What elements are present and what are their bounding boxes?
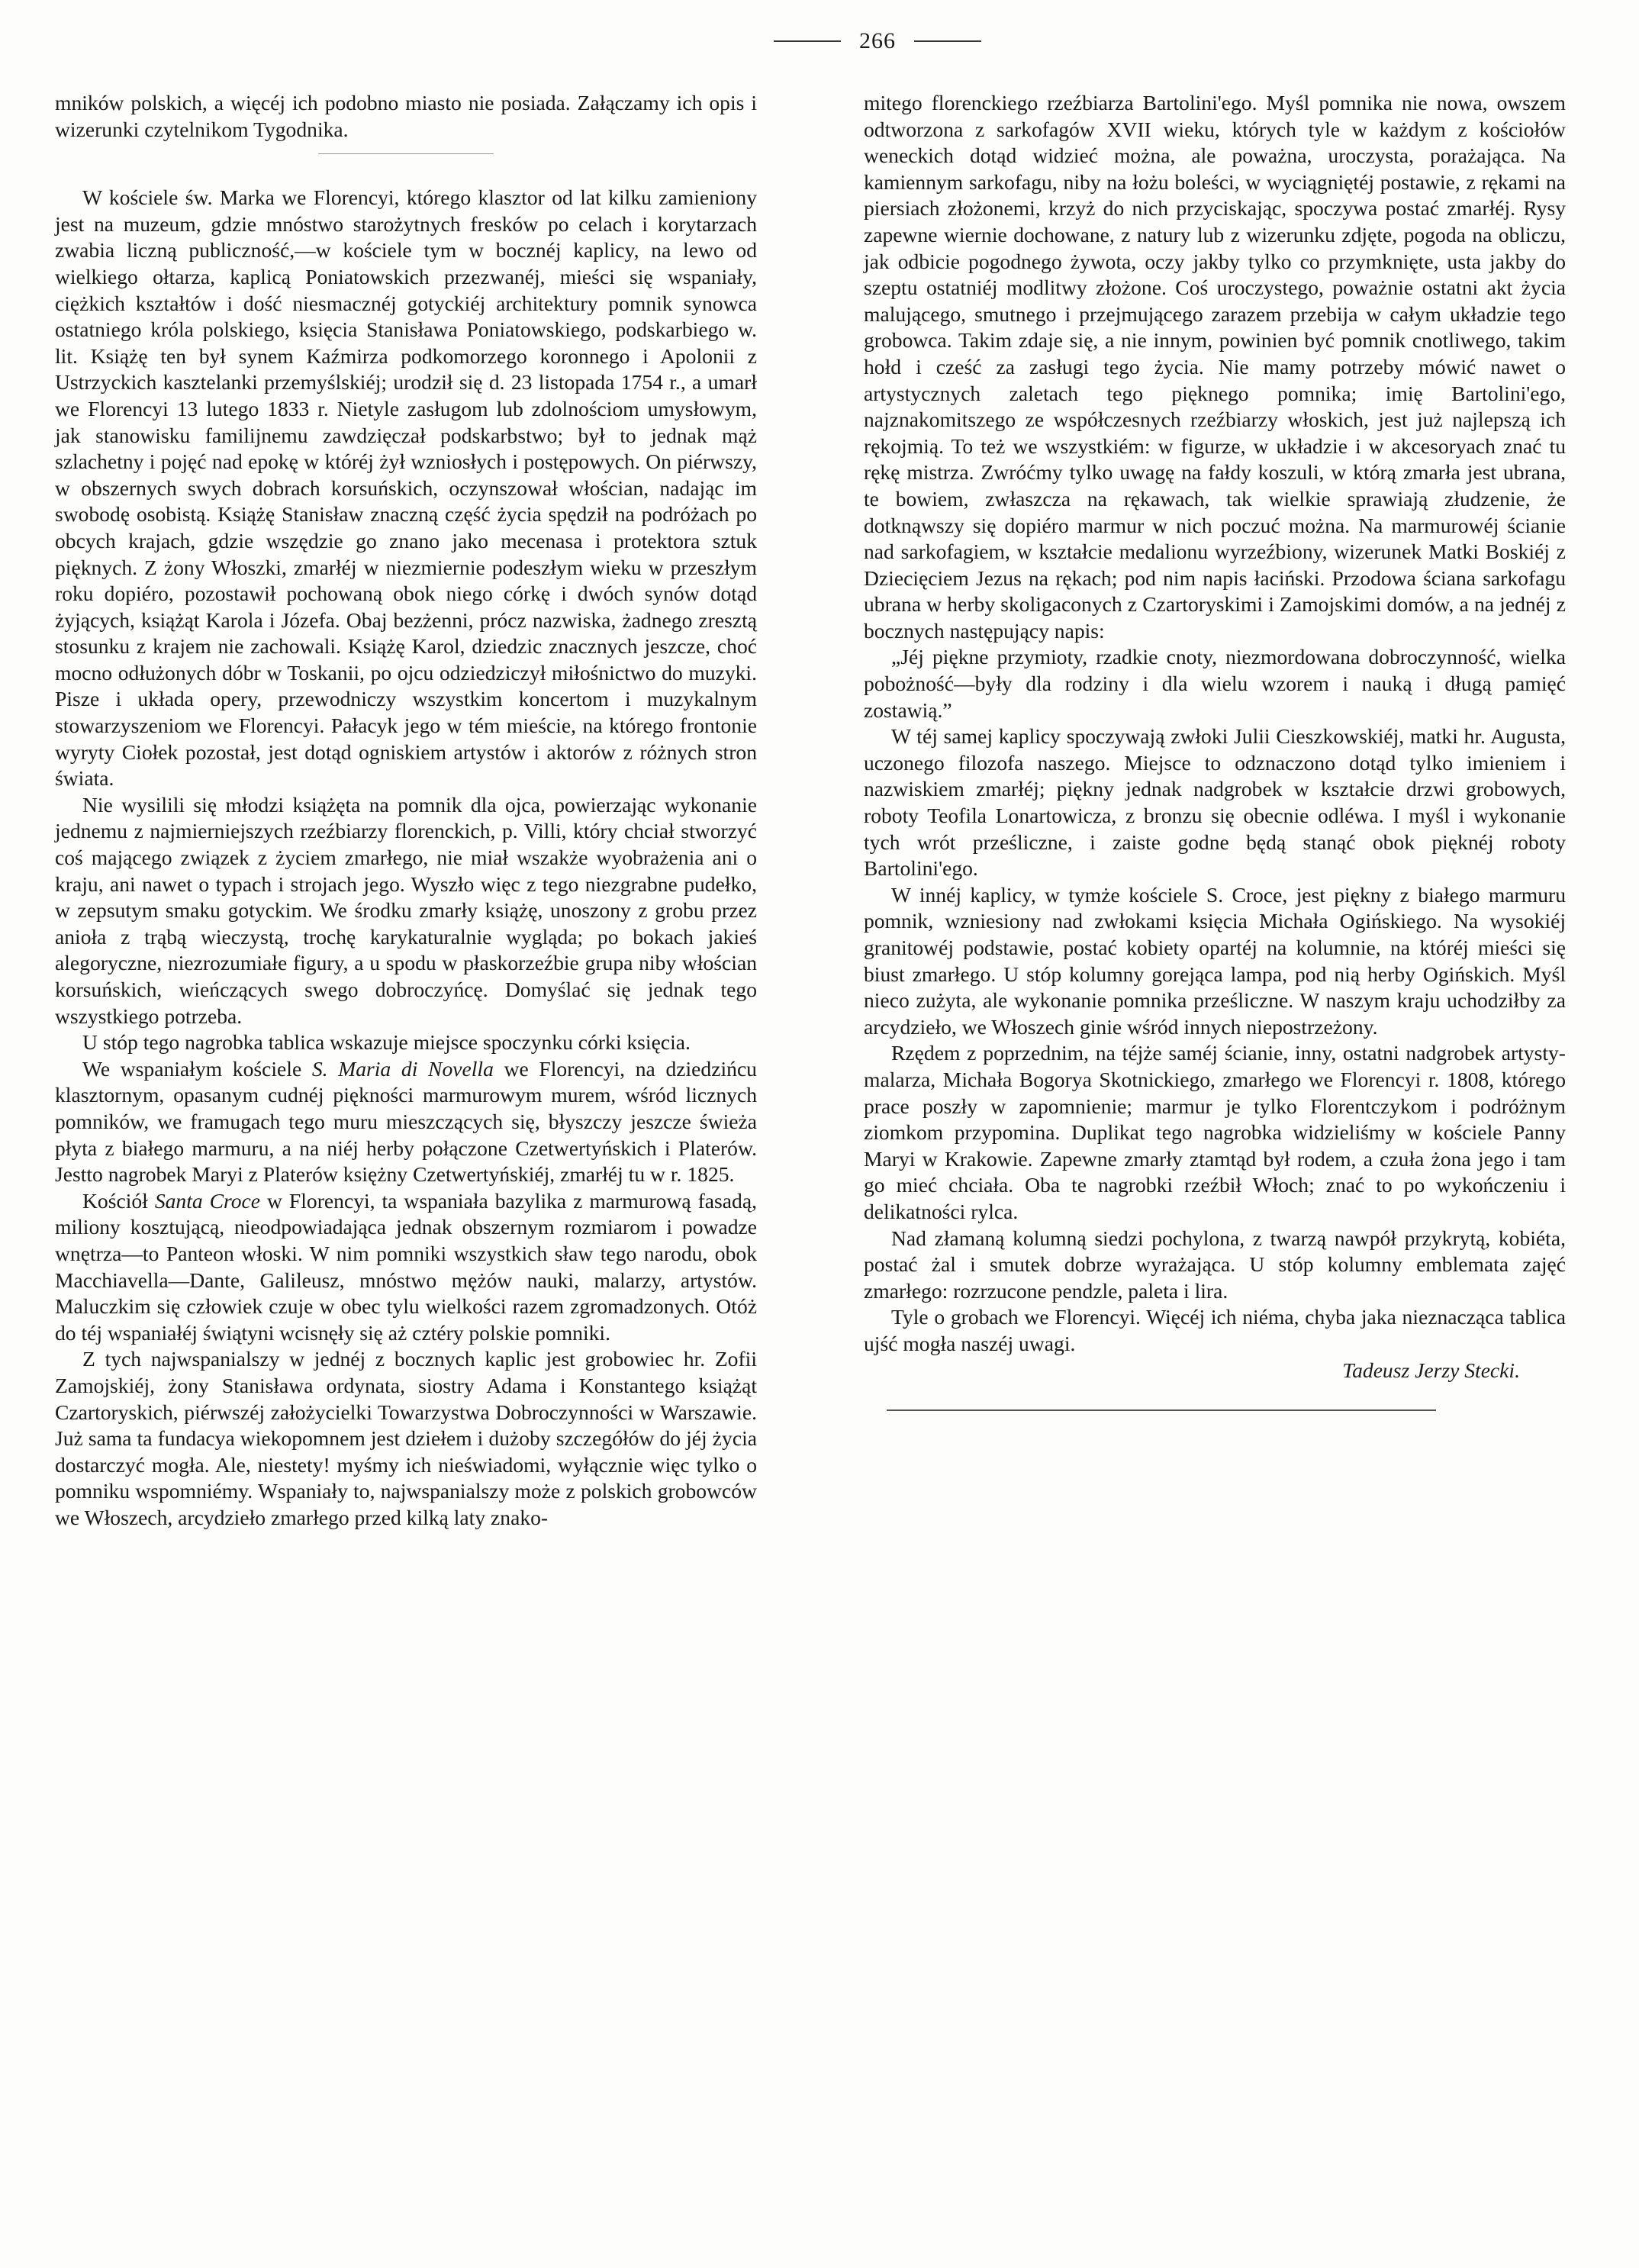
santa-croce-text-after: w Florencyi, ta wspaniała bazylika z marmurową fasadą, miliony kosztującą, nieodpowiadająca jednak obszernym rozmiarom i powadze wnętrza—to Panteon włoski. W nim pomniki wszystkich sław tego narodu, obok Macchiavella—Dante, Galileusz, mnóstwo mężów nauki, malarzy, artystów. Maluczkim się człowiek czuje w obec tylu wielkości razem zgromadzonych. Otóż do téj wspaniałéj świątyni wcisnęły się aż cztéry polskie pomniki. bbox=[55, 1188, 757, 1345]
right-paragraph-1: mitego florenckiego rzeźbiarza Bartolini'ego. Myśl pomnika nie nowa, owszem odtworzona z sarkofagów XVII wieku, których tyle w każdym z kościołów weneckich dotąd widzieć można, ale poważna, uroczysta, porażająca. Na kamiennym sarkofagu, niby na łożu boleści, w wyciągniętéj postawie, z rękami na piersiach złożonemi, krzyż do nich przyciskając, spoczywa postać zmarłéj. Rysy zapewne wiernie dochowane, z natury lub z wizerunku zdjęte, pogoda na obliczu, jak odbicie pogodnego żywota, oczy jakby tylko co przymknięte, usta jakby do szeptu ostatniéj modlitwy złożone. Coś uroczystego, poważnie ostatni akt życia malującego, smutnego i przejmującego zarazem przebija w całym układzie tego grobowca. Takim zdaje się, a nie innym, powinien być pomnik cnotliwego, takim hołd i cześć za zasługi tego życia. Nie mamy potrzeby mówić nawet o artystycznych zaletach tego pięknego pomnika; imię Bartolini'ego, najznakomitszego ze współczesnych rzeźbiarzy włoskich, jest już najlepszą ich rękojmią. To też we wszystkiém: w figurze, w układzie i w akcesoryach znać tu rękę mistrza. Zwróćmy tylko uwagę na fałdy koszuli, w którą zmarła jest ubrana, te bowiem, zwłaszcza na rękawach, tak wielkie sprawiają złudzenie, że dotknąwszy się dopiéro marmur w nich poczuć można. Na marmurowéj ścianie nad sarkofagiem, w kształcie medalionu wyrzeźbiony, wizerunek Matki Boskiéj z Dziecięciem Jezus na rękach; pod nim napis łaciński. Przodowa ściana sarkofagu ubrana w herby skoligaconych z Czartoryskimi i Zamojskimi domów, a na jednéj z bocznych następujący napis: bbox=[864, 91, 1566, 643]
right-paragraph-5: Rzędem z poprzednim, na téjże saméj ścianie, inny, ostatni nadgrobek artysty-malarza, Michała Bogorya Skotnickiego, zmarłego we Florencyi r. 1808, którego prace poszły w zapomnienie; marmur je tylko Florentczykom i podróżnym ziomkom przypomina. Duplikat tego nagrobka widzieliśmy w kościele Panny Maryi w Krakowie. Zapewne zmarły ztamtąd był rodem, a czuła żona jego i tam go mieć chciała. Oba te nagrobki rzeźbił Włoch; znać to po wykończeniu i delikatności rylca. bbox=[864, 1041, 1566, 1223]
santa-croce-name: Santa Croce bbox=[154, 1188, 261, 1213]
santa-maria-text-after: we Florencyi, na dziedzińcu klasztornym, opasanym cudnéj piękności marmurowym murem, wśród licznych pomników, we framugach tego muru mieszczących się, błyszczy jeszcze świeża płyta z białego marmuru, a na niéj herby połączone Czetwertyńskich i Platerów. Jestto nagrobek Maryi z Platerów księżny Czetwertyńskiéj, zmarłéj tu w r. 1825. bbox=[55, 1056, 757, 1187]
santa-maria-text-before: We wspaniałym kościele bbox=[82, 1056, 312, 1081]
header-rule-left bbox=[774, 40, 841, 42]
right-paragraph-6: Nad złamaną kolumną siedzi pochylona, z twarzą nawpół przykrytą, kobiéta, postać żal i smutek dobrze wyrażająca. U stóp kolumny emblemata zajęć zmarłego: rozrzucone pendzle, paleta i lira. bbox=[864, 1226, 1566, 1303]
section-divider bbox=[318, 153, 494, 154]
left-paragraph-2: Nie wysilili się młodzi książęta na pomnik dla ojca, powierzając wykonanie jednemu z najmierniejszych rzeźbiarzy florenckich, p. Villi, który chciał stworzyć coś mającego związek z życiem zmarłego, nie miał wszakże wyobrażenia ani o kraju, ani nawet o typach i strojach jego. Wyszło więc z tego niezgrabne pudełko, w zepsutym smaku gotyckim. We środku zmarły książę, unoszony z grobu przez anioła z trąbą wieczystą, trochę karykaturalnie wygląda; po bokach jakieś alegoryczne, niezrozumiałe figury, a u spodu w płaskorzeźbie grupa niby włościan korsuńskich, wieńczących swego dobroczyńcę. Domyślać się jednak tego wszystkiego potrzeba. bbox=[55, 792, 757, 1028]
author-signature: Tadeusz Jerzy Stecki. bbox=[1342, 1358, 1520, 1382]
right-column bbox=[864, 90, 1566, 1411]
left-paragraph-santa-croce bbox=[55, 1188, 757, 1347]
right-paragraph-7: Tyle o grobach we Florencyi. Więcéj ich niéma, chyba jaka nieznacząca tablica ujść mogła naszéj uwagi. bbox=[864, 1305, 1566, 1355]
right-paragraph-3: W téj samej kaplicy spoczywają zwłoki Julii Cieszkowskiéj, matki hr. Augusta, uczonego filozofa naszego. Miejsce to odznaczono dotąd tylko imieniem i nazwiskiem zmarłéj; piękny jednak nadgrobek w kształcie drzwi grobowych, roboty Teofila Lonartowicza, z bronzu się obecnie odléwa. I myśl i wykonanie tych wrót prześliczne, i zaiste godne będą stanąć obok pięknéj roboty Bartolini'ego. bbox=[864, 724, 1566, 881]
header-rule-right bbox=[914, 40, 981, 42]
left-column bbox=[55, 90, 757, 1531]
page-number: 266 bbox=[859, 28, 896, 53]
santa-croce-text-before: Kościół bbox=[82, 1188, 155, 1213]
left-paragraph-last: Z tych najwspanialszy w jednéj z bocznych kaplic jest grobowiec hr. Zofii Zamojskiéj, żony Stanisława ordynata, siostry Adama i Konstantego książąt Czartoryskich, piérwszéj założycielki Towarzystwa Dobroczynności w Warszawie. Już sama ta fundacya wiekopomnem jest dziełem i dużoby szczegółów do jéj życia dostarczyć mogła. Ale, niestety! myśmy ich nieświadomi, wyłącznie więc tylko o pomniku wspomniémy. Wspaniały to, najwspanialszy może z polskich grobowców we Włoszech, arcydzieło zmarłego przed kilką laty znako- bbox=[55, 1347, 757, 1529]
left-intro: mników polskich, a więcéj ich podobno miasto nie posiada. Załączamy ich opis i wizerunki czytelnikom Tygodnika. bbox=[55, 91, 757, 141]
right-inscription-quote: „Jéj piękne przymioty, rzadkie cnoty, niezmordowana dobroczynność, wielka pobożność—były dla rodziny i dla wielu wzorem i nauką i długą pamięć zostawią.” bbox=[864, 645, 1566, 722]
left-paragraph-3: U stóp tego nagrobka tablica wskazuje miejsce spoczynku córki księcia. bbox=[82, 1030, 691, 1055]
left-paragraph-1: W kościele św. Marka we Florencyi, którego klasztor od lat kilku zamieniony jest na muzeum, gdzie mnóstwo starożytnych fresków po celach i korytarzach zwabia liczną publiczność,—w kościele tym w bocznéj kaplicy, na lewo od wielkiego ołtarza, kaplicą Poniatowskich przezwanéj, mieści się wspaniały, ciężkich kształtów i dość niesmacznéj gotyckiéj architektury pomnik synowca ostatniego króla polskiego, księcia Stanisława Poniatowskiego, podskarbiego w. lit. Książę ten był synem Kaźmirza podkomorzego koronnego i Apolonii z Ustrzyckich kasztelanki przemyślskiéj; urodził się d. 23 listopada 1754 r., a umarł we Florencyi 13 lutego 1833 r. Nietyle zasługom lub zdolnościom umysłowym, jak stanowisku familijnemu zawdzięczał podskarbstwo; był to jednak mąż szlachetny i pojęć nad epokę w któréj żył wzniosłych i postępowych. On piérwszy, w obszernych swych dobrach korsuńskich, oczynszował włościan, nadając im swobodę osobistą. Książę Stanisław znaczną część życia spędził na podróżach po obcych krajach, gdzie wszędzie go znano jako mecenasa i protektora sztuk pięknych. Z żony Włoszki, zmarłéj w niezmiernie podeszłym wieku w przeszłym roku dopiéro, pozostawił pochowaną obok niego córkę i dwóch synów dotąd żyjących, książąt Karola i Józefa. Obaj bezżenni, prócz nazwiska, żadnego zresztą stosunku z krajem nie zachowali. Książę Karol, dziedzic znacznych jeszcze, choć mocno odłużonych dóbr w Toskanii, po ojcu odziedziczył miłośnictwo do muzyki. Pisze i układa opery, przewodniczy wszystkim koncertom i muzykalnym stowarzyszeniom we Florencyi. Pałacyk jego w tém mieście, na którego frontonie wyryty Ciołek pozostał, jest dotąd ogniskiem artystów i aktorów z różnych stron świata. bbox=[55, 185, 757, 791]
right-paragraph-4: W innéj kaplicy, w tymże kościele S. Croce, jest piękny z białego marmuru pomnik, wzniesiony nad zwłokami księcia Michała Ogińskiego. Na wysokiéj granitowéj podstawie, postać kobiety opartéj na kolumnie, na któréj mieści się biust zmarłego. U stóp kolumny gorejąca lampa, pod nią herby Ogińskich. Myśl nieco zużyta, ale wykonanie pomnika prześliczne. W naszym kraju uchodziłby za arcydzieło, we Włoszech ginie wśród innych niepostrzeżony. bbox=[864, 882, 1566, 1039]
end-rule bbox=[887, 1409, 1436, 1411]
left-paragraph-santa-maria bbox=[55, 1056, 757, 1188]
page-header bbox=[717, 26, 1038, 56]
santa-maria-name: S. Maria di Novella bbox=[311, 1056, 494, 1081]
